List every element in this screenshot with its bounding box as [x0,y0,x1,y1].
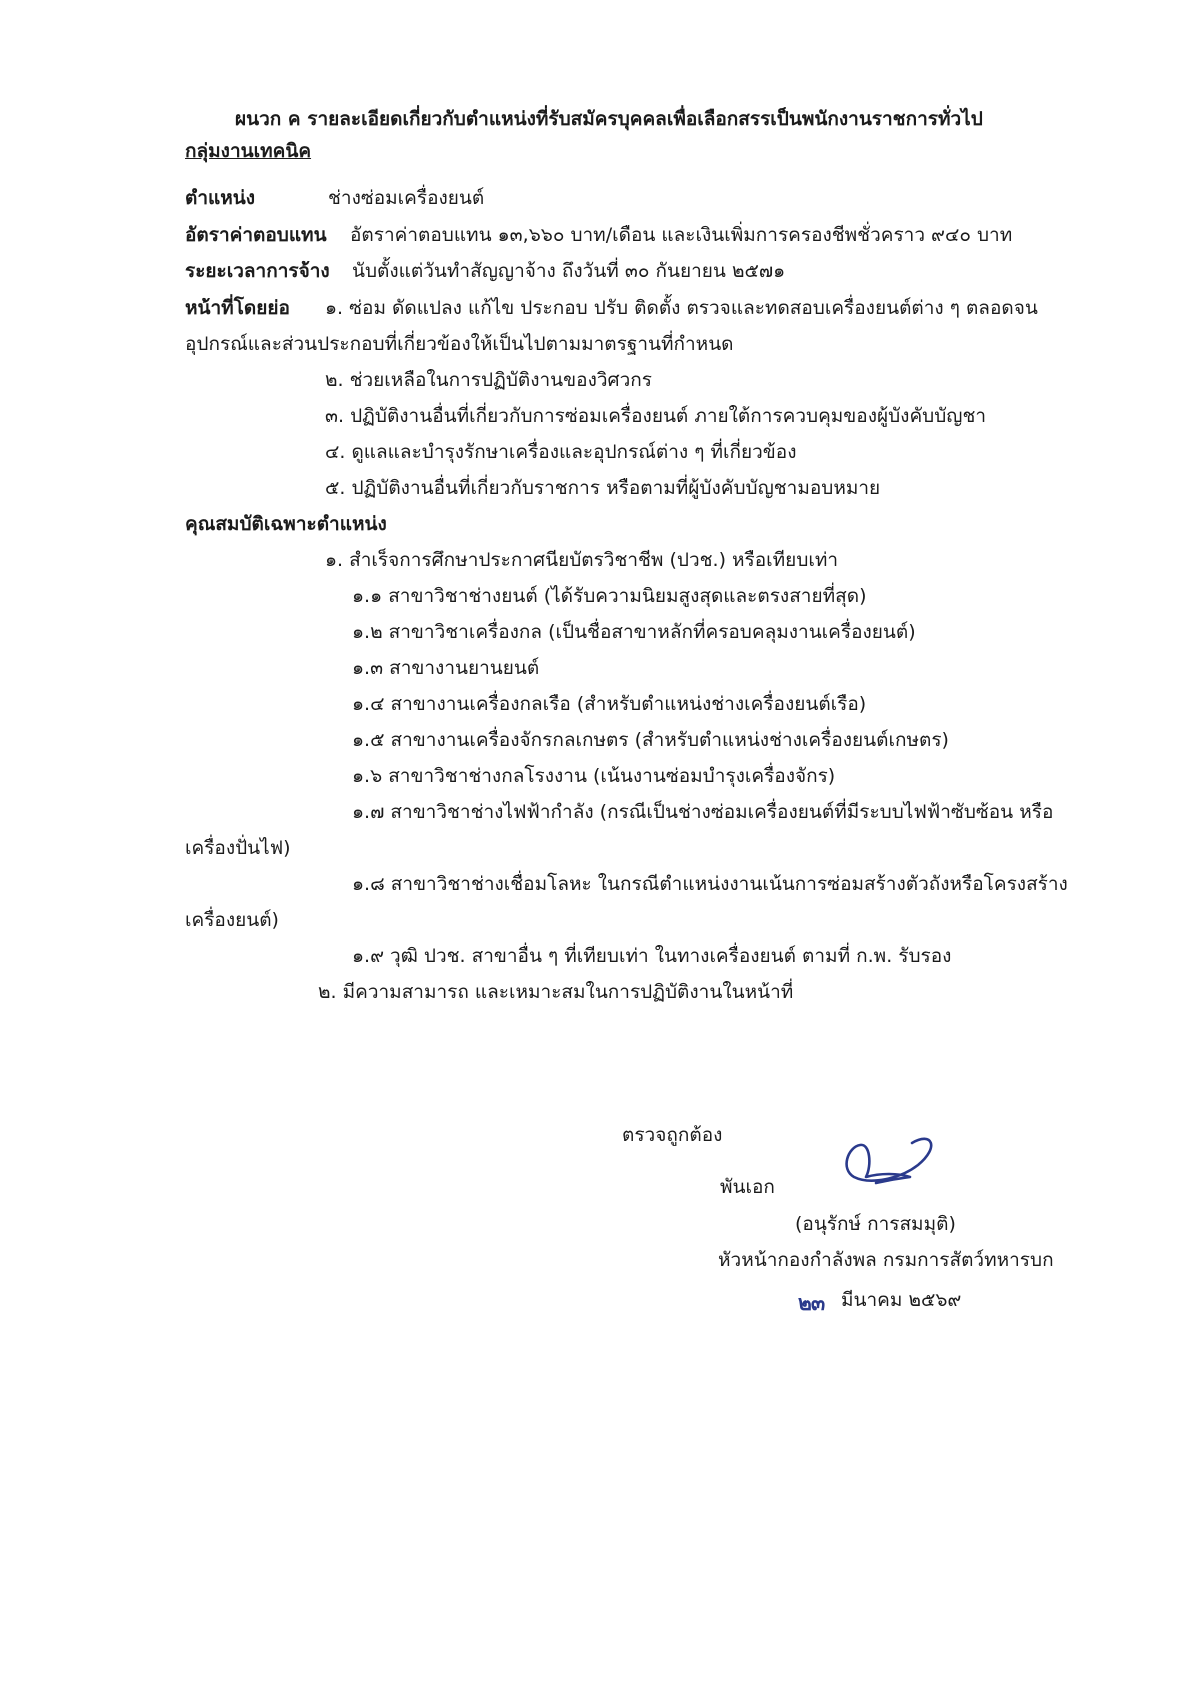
qualification-sub-1-4: ๑.๔ สาขางานเครื่องกลเรือ (สำหรับตำแหน่งช่างเครื่องยนต์เรือ) [352,693,867,715]
qualification-sub-1-2: ๑.๒ สาขาวิชาเครื่องกล (เป็นชื่อสาขาหลักที่ครอบคลุมงานเครื่องยนต์) [352,621,916,643]
duty-item-5: ๕. ปฏิบัติงานอื่นที่เกี่ยวกับราชการ หรือตามที่ผู้บังคับบัญชามอบหมาย [325,477,881,499]
position-label: ตำแหน่ง [185,187,256,209]
period-value: นับตั้งแต่วันทำสัญญาจ้าง ถึงวันที่ ๓๐ กันยายน ๒๕๗๑ [352,260,786,282]
compensation-label: อัตราค่าตอบแทน [185,224,327,246]
position-value: ช่างซ่อมเครื่องยนต์ [328,187,485,209]
qualification-sub-1-8: ๑.๘ สาขาวิชาช่างเชื่อมโลหะ ในกรณีตำแหน่งงานเน้นการซ่อมสร้างตัวถังหรือโครงสร้าง [352,873,1068,895]
duty-item-3: ๓. ปฏิบัติงานอื่นที่เกี่ยวกับการซ่อมเครื่องยนต์ ภายใต้การควบคุมของผู้บังคับบัญชา [325,405,987,427]
qualification-sub-1-7: ๑.๗ สาขาวิชาช่างไฟฟ้ากำลัง (กรณีเป็นช่างซ่อมเครื่องยนต์ที่มีระบบไฟฟ้าซับซ้อน หรือ [352,801,1054,823]
compensation-value: อัตราค่าตอบแทน ๑๓,๖๖๐ บาท/เดือน และเงินเพิ่มการครองชีพชั่วคราว ๙๔๐ บาท [350,224,1013,246]
date-day-handwritten: ๒๓ [798,1291,825,1315]
group-heading: กลุ่มงานเทคนิค [185,140,312,162]
handwritten-signature [840,1125,950,1205]
qualifications-label: คุณสมบัติเฉพาะตำแหน่ง [185,513,387,535]
duty-item-4: ๔. ดูแลและบำรุงรักษาเครื่องและอุปกรณ์ต่าง ๆ ที่เกี่ยวข้อง [325,441,797,463]
qualification-item-1: ๑. สำเร็จการศึกษาประกาศนียบัตรวิชาชีพ (ปวช.) หรือเทียบเท่า [325,549,839,571]
period-label: ระยะเวลาการจ้าง [185,260,330,282]
signatory-title: หัวหน้ากองกำลังพล กรมการสัตว์ทหารบก [718,1249,1054,1271]
date-text: มีนาคม ๒๕๖๙ [841,1289,962,1311]
duty-item-2: ๒. ช่วยเหลือในการปฏิบัติงานของวิศวกร [325,369,652,391]
rank-text: พันเอก [720,1176,775,1198]
qualification-sub-1-3: ๑.๓ สาขางานยานยนต์ [352,657,540,679]
signatory-name: (อนุรักษ์ การสมมุติ) [795,1213,956,1235]
qualification-sub-1-9: ๑.๙ วุฒิ ปวช. สาขาอื่น ๆ ที่เทียบเท่า ในทางเครื่องยนต์ ตามที่ ก.พ. รับรอง [352,945,952,967]
qualification-sub-1-8-cont: เครื่องยนต์) [185,909,279,931]
qualification-item-2: ๒. มีความสามารถ และเหมาะสมในการปฏิบัติงานในหน้าที่ [318,981,794,1003]
verified-text: ตรวจถูกต้อง [622,1124,723,1146]
qualification-sub-1-5: ๑.๕ สาขางานเครื่องจักรกลเกษตร (สำหรับตำแหน่งช่างเครื่องยนต์เกษตร) [352,729,949,751]
annex-title: ผนวก ค รายละเอียดเกี่ยวกับตำแหน่งที่รับสมัครบุคคลเพื่อเลือกสรรเป็นพนักงานราชการทั่วไป [235,108,983,130]
duty-item-1-cont: อุปกรณ์และส่วนประกอบที่เกี่ยวข้องให้เป็นไปตามมาตรฐานที่กำหนด [185,333,734,355]
qualification-sub-1-1: ๑.๑ สาขาวิชาช่างยนต์ (ได้รับความนิยมสูงสุดและตรงสายที่สุด) [352,585,867,607]
duties-label: หน้าที่โดยย่อ [185,297,290,319]
qualification-sub-1-6: ๑.๖ สาขาวิชาช่างกลโรงงาน (เน้นงานซ่อมบำรุงเครื่องจักร) [352,765,836,787]
duty-item-1: ๑. ซ่อม ดัดแปลง แก้ไข ประกอบ ปรับ ติดตั้ง ตรวจและทดสอบเครื่องยนต์ต่าง ๆ ตลอดจน [325,297,1038,319]
qualification-sub-1-7-cont: เครื่องปั่นไฟ) [185,837,291,859]
